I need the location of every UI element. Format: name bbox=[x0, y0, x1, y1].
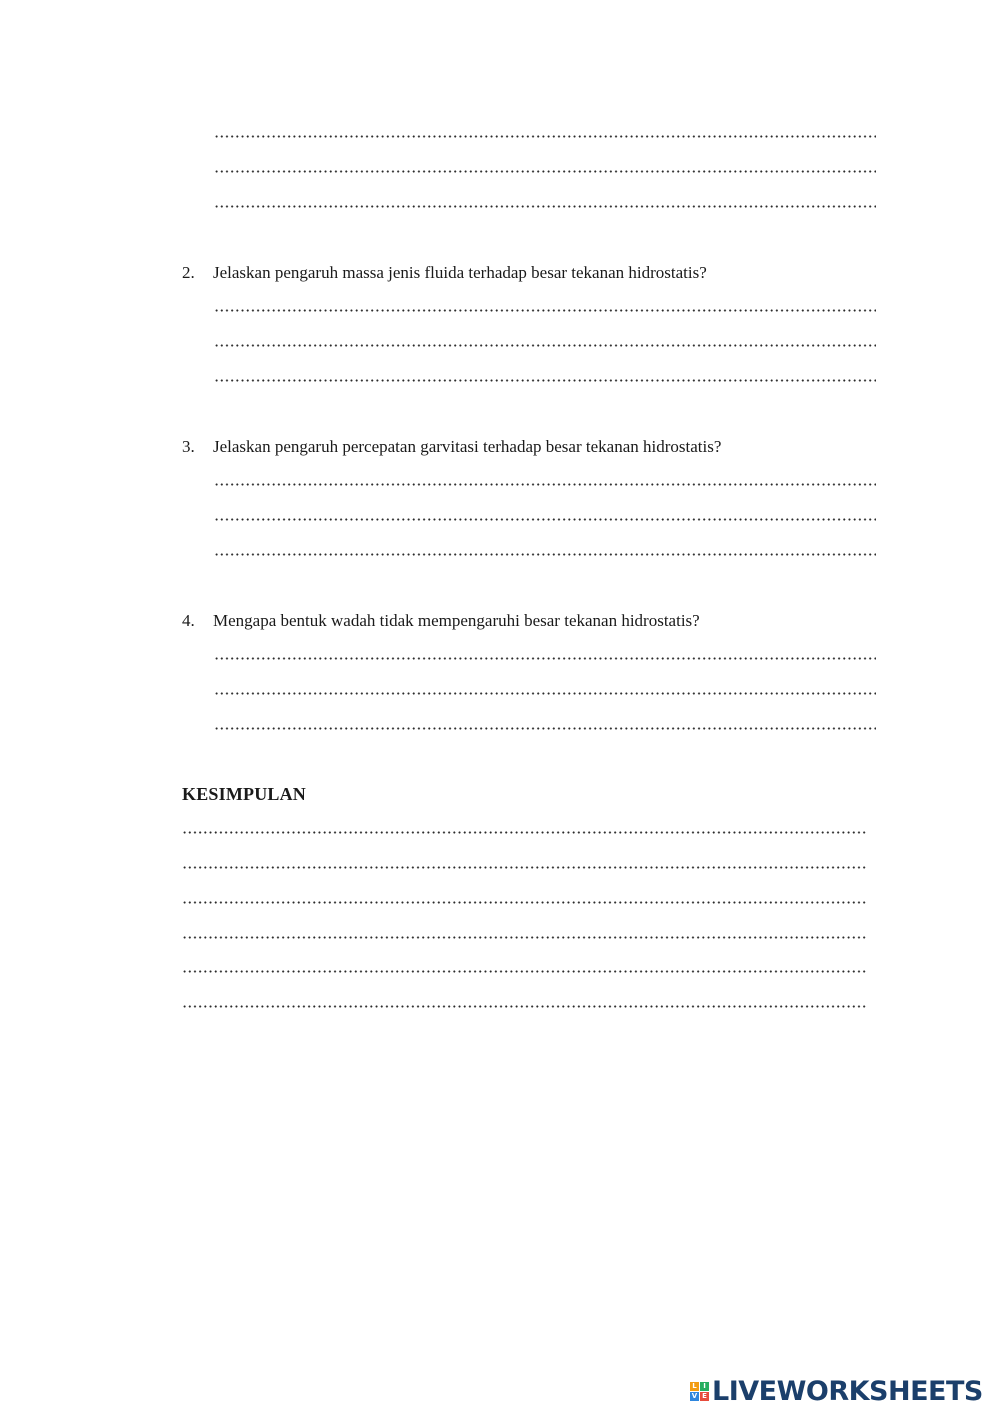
liveworksheets-logo bbox=[690, 1374, 983, 1408]
answer-line[interactable] bbox=[214, 553, 876, 556]
answer-line[interactable] bbox=[214, 483, 876, 486]
question-text: Mengapa bentuk wadah tidak mempengaruhi besar tekanan hidrostatis? bbox=[213, 611, 700, 630]
conclusion-heading: KESIMPULAN bbox=[182, 784, 307, 804]
question-number: 2. bbox=[182, 263, 195, 282]
answer-line[interactable] bbox=[214, 135, 876, 138]
answer-line[interactable] bbox=[214, 518, 876, 521]
question-number: 3. bbox=[182, 437, 195, 456]
question-text: Jelaskan pengaruh massa jenis fluida terhadap besar tekanan hidrostatis? bbox=[213, 263, 707, 282]
answer-line[interactable] bbox=[214, 657, 876, 660]
question-number: 4. bbox=[182, 611, 195, 630]
answer-line[interactable] bbox=[214, 344, 876, 347]
conclusion-line[interactable] bbox=[182, 866, 866, 869]
conclusion-line[interactable] bbox=[182, 936, 866, 939]
conclusion-line[interactable] bbox=[182, 901, 866, 904]
logo-mark-icon bbox=[690, 1382, 709, 1401]
answer-line[interactable] bbox=[214, 727, 876, 730]
answer-line[interactable] bbox=[214, 309, 876, 312]
logo-text: LIVEWORKSHEETS bbox=[712, 1375, 983, 1407]
logo-mark-letter: V bbox=[691, 1391, 698, 1400]
logo-mark-letter: L bbox=[690, 1382, 699, 1391]
question-text: Jelaskan pengaruh percepatan garvitasi terhadap besar tekanan hidrostatis? bbox=[213, 437, 722, 456]
conclusion-line[interactable] bbox=[182, 970, 866, 973]
answer-line[interactable] bbox=[214, 379, 876, 382]
logo-mark-letter: I bbox=[700, 1382, 709, 1391]
answer-line[interactable] bbox=[214, 205, 876, 208]
conclusion-line[interactable] bbox=[182, 831, 866, 834]
answer-line[interactable] bbox=[214, 692, 876, 695]
answer-line[interactable] bbox=[214, 170, 876, 173]
logo-mark-letter: E bbox=[700, 1392, 709, 1401]
conclusion-line[interactable] bbox=[182, 1005, 866, 1008]
